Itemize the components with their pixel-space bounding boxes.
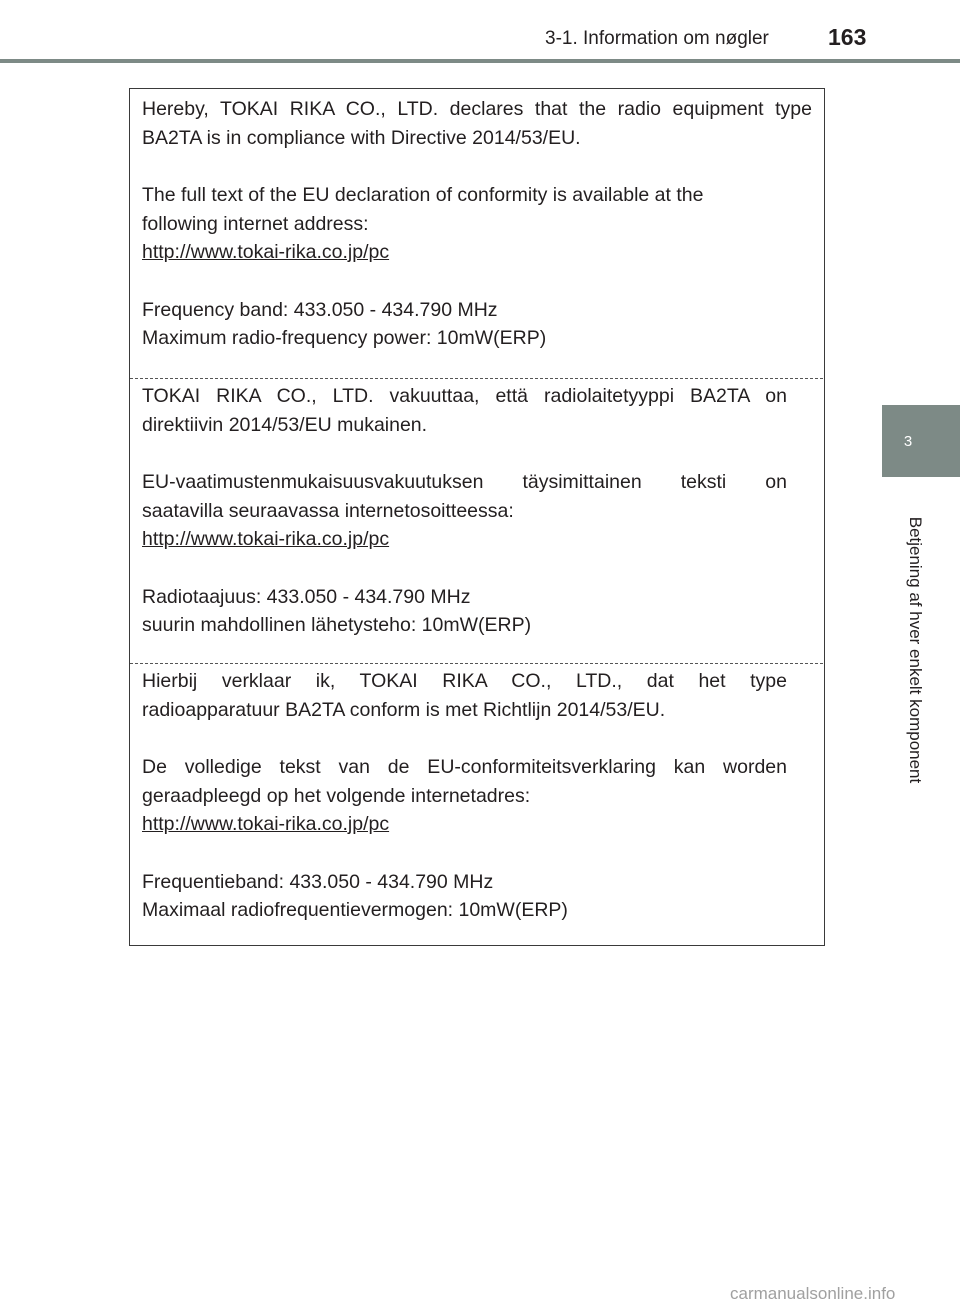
statement-line: TOKAI RIKA CO., LTD. vakuuttaa, että radiolaitetyyppi BA2TA on — [142, 385, 787, 407]
chapter-label: Betjening af hver enkelt komponent — [906, 516, 925, 784]
declaration-line: The full text of the EU declaration of conformity is available at the — [142, 184, 704, 206]
header-rule — [0, 59, 960, 63]
declaration-line: geraadpleegd op het volgende internetadres: — [142, 784, 531, 807]
section-divider — [130, 378, 823, 379]
statement — [142, 667, 787, 724]
declaration-dutch — [142, 667, 787, 925]
declaration-text — [142, 753, 787, 839]
section-title: 3-1. Information om nøgler — [545, 28, 769, 49]
frequency-band: Frequency band: 433.050 - 434.790 MHz — [142, 298, 498, 321]
declaration-line: De volledige tekst van de EU-conformiteitsverklaring kan worden — [142, 756, 787, 778]
statement — [142, 95, 812, 152]
declaration-url-link[interactable]: http://www.tokai-rika.co.jp/pc — [142, 813, 390, 835]
radio-specs — [142, 296, 812, 353]
declaration-url-link[interactable]: http://www.tokai-rika.co.jp/pc — [142, 241, 390, 263]
statement-line: direktiivin 2014/53/EU mukainen. — [142, 413, 428, 436]
watermark: carmanualsonline.info — [730, 1284, 896, 1303]
max-power: Maximaal radiofrequentievermogen: 10mW(ERP) — [142, 899, 568, 921]
declaration-line: EU-vaatimustenmukaisuusvakuutuksen täysimittainen teksti on — [142, 471, 787, 493]
declaration-line: saatavilla seuraavassa internetosoitteessa: — [142, 499, 514, 522]
frequency-band: Frequentieband: 433.050 - 434.790 MHz — [142, 870, 494, 893]
statement-line: radioapparatuur BA2TA conform is met Richtlijn 2014/53/EU. — [142, 698, 666, 721]
declaration-english — [142, 95, 812, 353]
chapter-tab — [882, 405, 960, 477]
declaration-finnish — [142, 382, 787, 640]
declaration-url-link[interactable]: http://www.tokai-rika.co.jp/pc — [142, 528, 390, 550]
declaration-line: following internet address: — [142, 212, 369, 235]
statement-line: BA2TA is in compliance with Directive 2014/53/EU. — [142, 126, 581, 149]
statement-line: Hereby, TOKAI RIKA CO., LTD. declares that the radio equipment type — [142, 98, 812, 120]
declaration-text — [142, 468, 787, 554]
radio-specs — [142, 868, 787, 925]
radio-specs — [142, 583, 787, 640]
frequency-band: Radiotaajuus: 433.050 - 434.790 MHz — [142, 585, 471, 608]
max-power: Maximum radio-frequency power: 10mW(ERP) — [142, 327, 547, 349]
statement — [142, 382, 787, 439]
max-power: suurin mahdollinen lähetysteho: 10mW(ERP) — [142, 614, 532, 636]
section-divider — [130, 663, 823, 664]
statement-line: Hierbij verklaar ik, TOKAI RIKA CO., LTD., dat het type — [142, 670, 787, 692]
chapter-number: 3 — [903, 433, 913, 450]
page-number: 163 — [828, 24, 867, 50]
declaration-text — [142, 181, 812, 267]
